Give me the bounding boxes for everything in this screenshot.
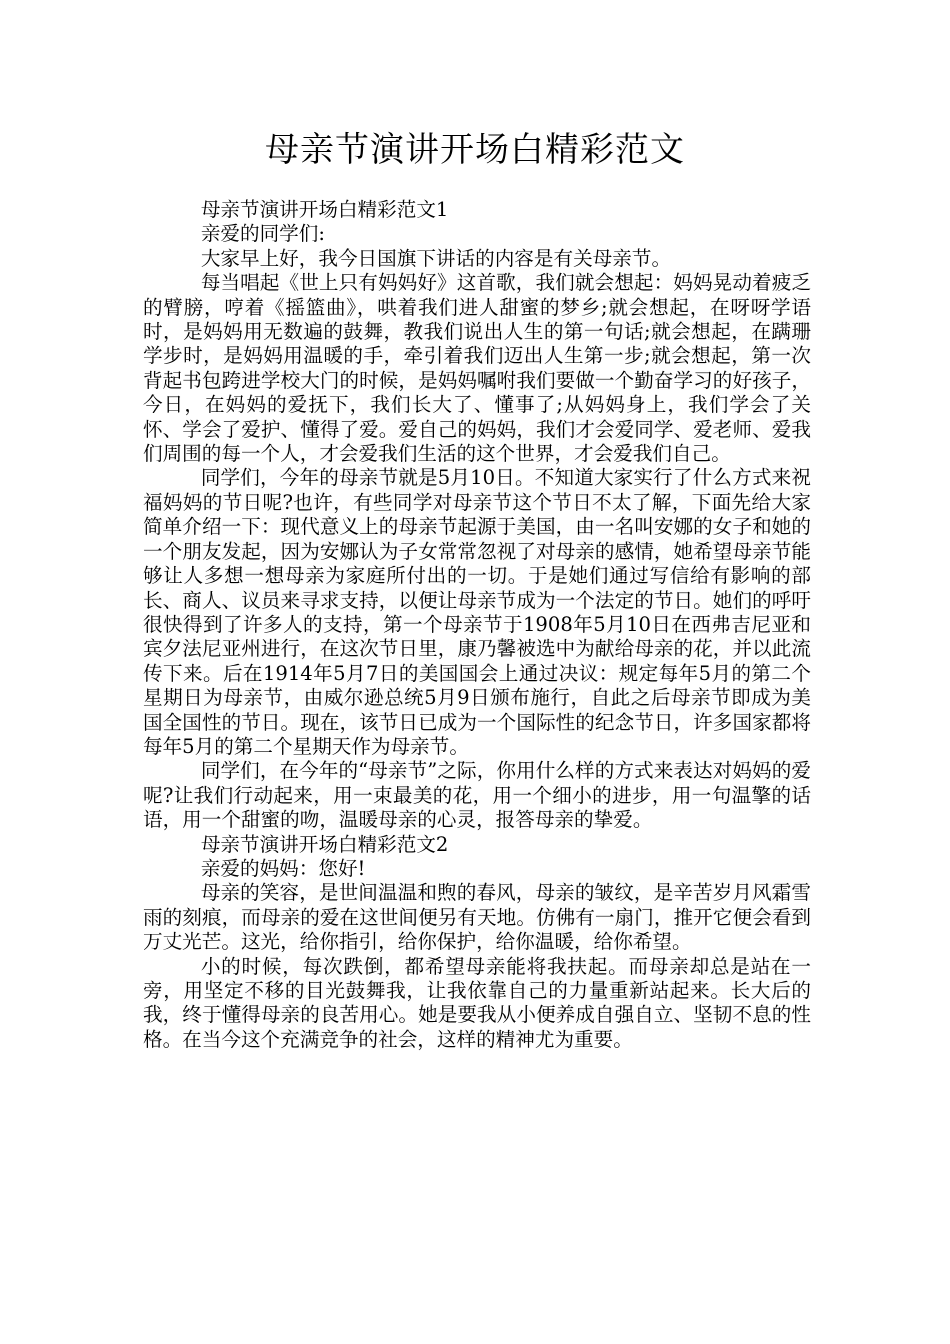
document-title: 母亲节演讲开场白精彩范文: [265, 130, 685, 170]
paragraph: 同学们，在今年的“母亲节”之际，你用什么样的方式来表达对妈妈的爱呢?让我们行动起来，用一束最美的花，用一个细小的进步，用一句温擎的话语，用一个甜蜜的吻，温暖母亲的心灵，报答母亲的挚爱。: [143, 759, 811, 832]
paragraph: 同学们，今年的母亲节就是5月10日。不知道大家实行了什么方式来祝福妈妈的节日呢?也许，有些同学对母亲节这个节日不太了解，下面先给大家简单介绍一下：现代意义上的母亲节起源于美国，由一名叫安娜的女子和她的一个朋友发起，因为安娜认为子女常常忽视了对母亲的感情，她希望母亲节能够让人多想一想母亲为家庭所付出的一切。于是她们通过写信给有影响的部长、商人、议员来寻求支持，以便让母亲节成为一个法定的节日。她们的呼吁很快得到了许多人的支持，第一个母亲节于1908年5月10日在西弗吉尼亚和宾夕法尼亚州进行，在这次节日里，康乃馨被选中为献给母亲的花，并以此流传下来。后在1914年5月7日的美国国会上通过决议：规定每年5月的第二个星期日为母亲节，由威尔逊总统5月9日颁布施行，自此之后母亲节即成为美国全国性的节日。现在，该节日已成为一个国际性的纪念节日，许多国家都将每年5月的第二个星期天作为母亲节。: [143, 466, 811, 758]
paragraph-section-heading: 母亲节演讲开场白精彩范文1: [200, 198, 449, 221]
paragraph: 小的时候，每次跌倒，都希望母亲能将我扶起。而母亲却总是站在一旁，用坚定不移的目光鼓舞我，让我依靠自己的力量重新站起来。长大后的我，终于懂得母亲的良苦用心。她是要我从小便养成自强自立、坚韧不息的性格。在当今这个充满竞争的社会，这样的精神尤为重要。: [143, 954, 811, 1051]
paragraph-section-heading: 母亲节演讲开场白精彩范文2: [200, 832, 449, 856]
paragraph-salutation: 亲爱的同学们:: [200, 222, 325, 246]
document-body: [143, 198, 811, 1052]
paragraph-salutation: 亲爱的妈妈：您好!: [200, 856, 366, 880]
paragraph: 母亲的笑容，是世间温温和煦的春风，母亲的皱纹，是辛苦岁月风霜雪雨的刻痕，而母亲的爱在这世间便另有天地。仿佛有一扇门，推开它便会看到万丈光芒。这光，给你指引，给你保护，给你温暖，给你希望。: [143, 881, 811, 954]
paragraph: 大家早上好，我今日国旗下讲话的内容是有关母亲节。: [200, 246, 672, 270]
paragraph: 每当唱起《世上只有妈妈好》这首歌，我们就会想起：妈妈晃动着疲乏的臂膀，哼着《摇篮曲》，哄着我们进人甜蜜的梦乡;就会想起，在呀呀学语时，是妈妈用无数遍的鼓舞，教我们说出人生的第一句话;就会想起，在蹒珊学步时，是妈妈用温暖的手，牵引着我们迈出人生第一步;就会想起，第一次背起书包跨进学校大门的时候，是妈妈嘱咐我们要做一个勤奋学习的好孩子，今日，在妈妈的爱抚下，我们长大了、懂事了;从妈妈身上，我们学会了关怀、学会了爱护、懂得了爱。爱自己的妈妈，我们才会爱同学、爱老师、爱我们周围的每一个人，才会爱我们生活的这个世界，才会爱我们自己。: [143, 271, 811, 466]
